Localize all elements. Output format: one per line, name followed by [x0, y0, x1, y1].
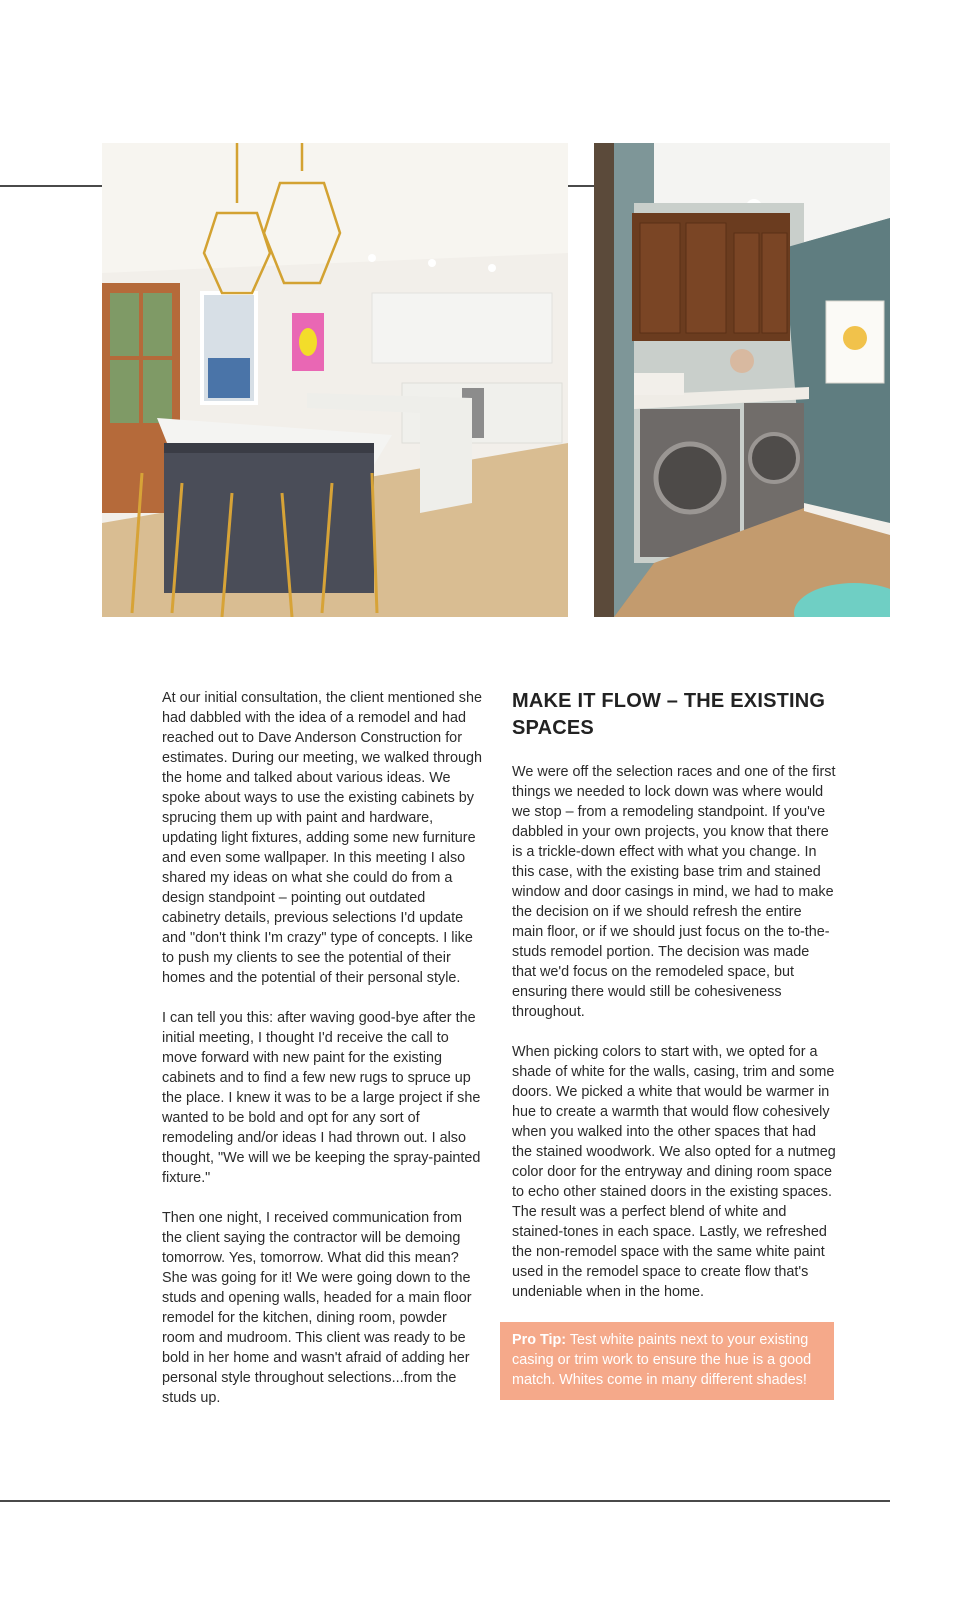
bottom-rule	[0, 1500, 890, 1502]
body-paragraph: I can tell you this: after waving good-bye after the initial meeting, I thought I'd receive the call to move forward with new paint for the existing cabinets and to find a few new rugs to spruce up the place. I knew it was to be a large project if she wanted to be bold and opt for any sort of remodeling and/or ideas I had thrown out. I also thought, "We will we be keeping the spray-painted fixture."	[162, 1010, 481, 1186]
kitchen-photo	[102, 143, 568, 617]
laundry-room-photo	[594, 143, 890, 617]
pro-tip-label: Pro Tip:	[512, 1332, 567, 1348]
body-paragraph: At our initial consultation, the client mentioned she had dabbled with the idea of a remodel and had reached out to Dave Anderson Construction for estimates. During our meeting, we walked through the home and talked about various ideas. We spoke about ways to use the existing cabinets by sprucing them up with paint and hardware, updating light fixtures, adding some new furniture and even some wallpaper. In this meeting I also shared my ideas on what she could do from a design standpoint – pointing out outdated cabinetry details, previous selections I'd update and "don't think I'm crazy" type of concepts. I like to push my clients to see the potential of their homes and the potential of their personal style.	[162, 690, 482, 986]
body-paragraph: Then one night, I received communication from the client saying the contractor will be demoing tomorrow. Yes, tomorrow. What did this mean? She was going for it! We were going down to the studs and opening walls, headed for a main floor remodel for the kitchen, dining room, powder room and mudroom. This client was ready to be bold in her home and wasn't afraid of adding her personal style throughout selections...from the studs up.	[162, 1210, 472, 1406]
left-column	[162, 688, 482, 1428]
top-rule-left	[0, 185, 102, 187]
body-paragraph: We were off the selection races and one of the first things we needed to lock down was where would we stop – from a remodeling standpoint. If you've dabbled in your own projects, you know that there is a trickle-down effect with what you change. In this case, with the existing base trim and stained window and door casings in mind, we had to make the decision on if we should refresh the entire main floor, or if we should just focus on the to-the-studs remodel portion. The decision was made that we'd focus on the remodeled space, but ensuring there would still be cohesiveness throughout.	[512, 764, 836, 1020]
pro-tip-callout	[500, 1322, 834, 1400]
right-column	[512, 688, 836, 1400]
pro-tip-text: Test white paints next to your existing casing or trim work to ensure the hue is a good match. Whites come in many different shades!	[512, 1332, 812, 1388]
top-rule-middle	[568, 185, 594, 187]
body-paragraph: When picking colors to start with, we opted for a shade of white for the walls, casing, trim and some doors. We picked a white that would be warmer in hue to create a warmth that would flow cohesively when you walked into the other spaces that had the stained woodwork. We also opted for a nutmeg color door for the entryway and dining room space to echo other stained doors in the existing spaces. The result was a perfect blend of white and stained-tones in each space. Lastly, we refreshed the non-remodel space with the same white paint used in the remodel space to create flow that's undeniable when in the home.	[512, 1044, 836, 1300]
section-heading: MAKE IT FLOW – THE EXISTING SPACES	[512, 690, 826, 739]
